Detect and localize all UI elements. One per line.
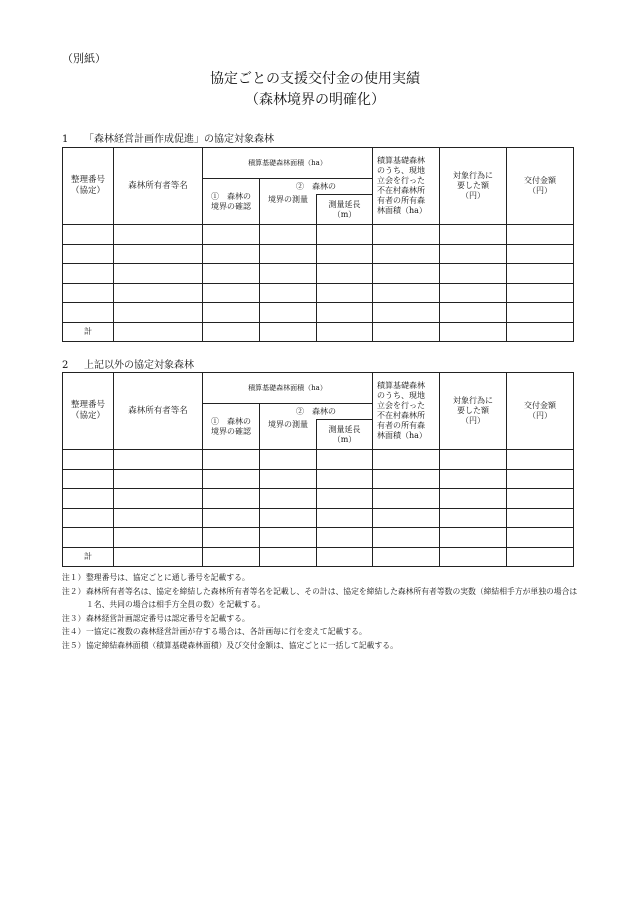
section-heading-2 bbox=[62, 356, 194, 371]
header-boundary-survey: ② 森林の bbox=[260, 179, 373, 195]
total-label: 計 bbox=[63, 322, 114, 342]
usage-table-2 bbox=[62, 372, 574, 567]
table-row bbox=[63, 225, 574, 245]
note-3 bbox=[62, 612, 582, 626]
section-title: 上記以外の協定対象森林 bbox=[84, 360, 194, 371]
header-grant: 交付金額 （円） bbox=[507, 373, 574, 450]
document-subtitle: （森林境界の明確化） bbox=[245, 92, 385, 108]
header-boundary-survey-cont: 境界の測量 bbox=[260, 195, 317, 225]
header-survey-length: 測量延長 （m） bbox=[317, 195, 373, 225]
note-text: 一協定に複数の森林経営計画が存する場合は、各計画毎に行を変えて記載する。 bbox=[86, 627, 367, 636]
header-absentee-area: 積算基礎森林 のうち、現地 立会を行った 不在村森林所 有者の所有森 林面積（ha） bbox=[373, 148, 440, 225]
table-row bbox=[63, 450, 574, 470]
note-4 bbox=[62, 625, 582, 639]
attachment-label: （別紙） bbox=[62, 52, 106, 65]
note-text: 整理番号は、協定ごとに通し番号を記載する。 bbox=[86, 573, 250, 582]
table-row bbox=[63, 283, 574, 303]
note-text: 森林経営計画認定番号は認定番号を記載する。 bbox=[86, 613, 250, 623]
section-number: 1 bbox=[62, 134, 69, 145]
table-row bbox=[63, 264, 574, 284]
note-2 bbox=[62, 585, 582, 612]
table-row bbox=[63, 489, 574, 509]
header-owner: 森林所有者等名 bbox=[114, 148, 203, 225]
header-cost: 対象行為に 要した額 （円） bbox=[440, 148, 507, 225]
notes bbox=[62, 571, 582, 652]
note-label: 注２） bbox=[62, 586, 86, 596]
header-owner: 森林所有者等名 bbox=[114, 373, 203, 450]
section-heading-1 bbox=[62, 130, 274, 145]
note-label: 注１） bbox=[62, 573, 86, 582]
header-absentee-area: 積算基礎森林 のうち、現地 立会を行った 不在村森林所 有者の所有森 林面積（ha） bbox=[373, 373, 440, 450]
note-label: 注５） bbox=[62, 640, 86, 650]
header-grant: 交付金額 （円） bbox=[507, 148, 574, 225]
header-boundary-confirm: ① 森林の 境界の確認 bbox=[203, 404, 260, 450]
header-reg-no: 整理番号 （協定） bbox=[63, 148, 114, 225]
header-area-group: 積算基礎森林面積（ha） bbox=[203, 148, 373, 179]
usage-table-1 bbox=[62, 147, 574, 342]
header-survey-length: 測量延長 （m） bbox=[317, 420, 373, 450]
header-boundary-survey: ② 森林の bbox=[260, 404, 373, 420]
header-reg-no: 整理番号 （協定） bbox=[63, 373, 114, 450]
total-row bbox=[63, 322, 574, 342]
total-row bbox=[63, 547, 574, 567]
note-label: 注３） bbox=[62, 613, 86, 623]
note-text: 森林所有者等名は、協定を締結した森林所有者等名を記載し、その計は、協定を締結した森林所有者等数の実数（締結相手方が単独の場合は１名、共同の場合は相手方全員の数）を記載する。 bbox=[86, 586, 578, 609]
note-5 bbox=[62, 639, 582, 653]
table-row bbox=[63, 303, 574, 323]
note-1 bbox=[62, 571, 582, 585]
note-label: 注４） bbox=[62, 627, 86, 636]
table-row bbox=[63, 469, 574, 489]
document-title: 協定ごとの支援交付金の使用実績 bbox=[210, 71, 420, 87]
table-row bbox=[63, 528, 574, 548]
table-row bbox=[63, 244, 574, 264]
total-label: 計 bbox=[63, 547, 114, 567]
section-number: 2 bbox=[62, 360, 69, 371]
header-boundary-confirm: ① 森林の 境界の確認 bbox=[203, 179, 260, 225]
table-row bbox=[63, 508, 574, 528]
section-title: 「森林経営計画作成促進」の協定対象森林 bbox=[84, 134, 274, 145]
header-boundary-survey-cont: 境界の測量 bbox=[260, 420, 317, 450]
header-cost: 対象行為に 要した額 （円） bbox=[440, 373, 507, 450]
note-text: 協定締結森林面積（積算基礎森林面積）及び交付金額は、協定ごとに一括して記載する。 bbox=[86, 640, 398, 650]
header-area-group: 積算基礎森林面積（ha） bbox=[203, 373, 373, 404]
